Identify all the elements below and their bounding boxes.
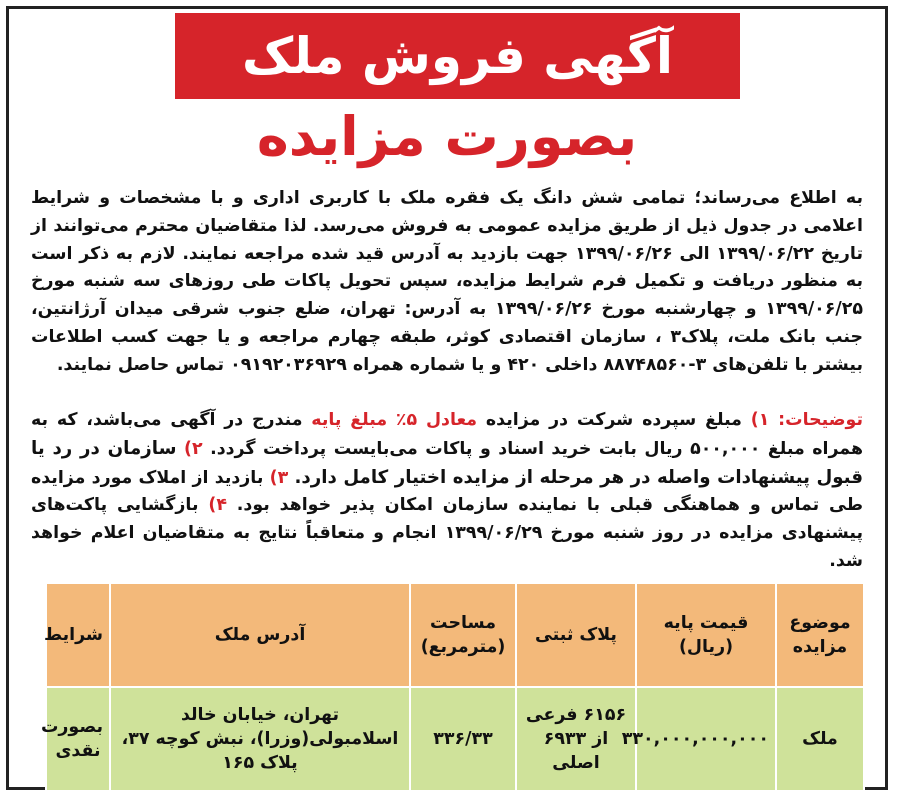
notes-paragraph [31,407,863,576]
cell-subject: ملک [776,687,864,791]
note-3-text: بازدید از املاک مورد مزایده طی تماس و هماهنگی قبلی با نماینده سازمان امکان پذیر خواهد بود. [31,467,864,516]
note-1-number: ۱) [750,410,770,430]
header-address: آدرس ملک [110,583,410,687]
note-1-text-a: مبلغ سپرده شرکت در مزایده [485,410,742,430]
note-4-text: بازگشایی پاکت‌های پیشنهادی مزایده در روز شنبه مورخ ۱۳۹۹/۰۶/۲۹ انجام و متعاقباً نتایج به متقاضیان اعلام خواهد شد. [31,495,863,571]
cell-address: تهران، خیابان خالد اسلامبولی(وزرا)، نبش کوچه ۳۷، پلاک ۱۶۵ [110,687,410,791]
title-banner [175,13,740,99]
table-header-row [46,583,864,687]
header-subject: موضوع مزایده [776,583,864,687]
cell-plate: ۶۱۵۶ فرعی از ۶۹۳۳ اصلی [516,687,636,791]
note-2-text: سازمان در رد یا قبول پیشنهادات واصله در هر مرحله از مزایده اختیار کامل دارد. [31,437,864,488]
cell-terms: بصورت نقدی [46,687,110,791]
notice-subtitle: بصورت مزایده [256,105,638,168]
intro-text-2: مراجعه و یا جهت کسب اطلاعات بیشتر با تلفن‌های ۳-۸۸۷۴۸۵۶۰ داخلی ۴۲۰ و یا شماره همراه ۰۹۱۹۲۰۳۶۹۲۹ تماس حاصل نمایند. [31,326,863,375]
property-table [40,582,865,792]
notice-title: آگهی فروش ملک [241,27,674,85]
cell-area: ۳۳۶/۳۳ [410,687,516,791]
note-2-number: ۲) [183,438,203,459]
table-row [46,687,864,791]
intro-paragraph [31,185,863,380]
note-1-highlight: معادل ۵٪ مبلغ پایه [311,410,478,430]
note-3-number: ۳) [269,467,289,488]
intro-address: تهران، ضلع جنوب شرقی میدان آرژانتین، جنب بانک ملت، پلاک۳ ، سازمان اقتصادی کوثر، طبقه چهارم [31,299,863,347]
header-area: مساحت (مترمربع) [410,583,516,687]
header-plate: پلاک ثبتی [516,583,636,687]
notice-frame [6,6,888,790]
note-4-number: ۴) [208,495,227,516]
header-terms: شرایط [46,583,110,687]
intro-text-1: به اطلاع می‌رساند؛ تمامی شش دانگ یک فقره ملک با کاربری اداری و با مشخصات و شرایط اعلامی در جدول ذیل از طریق مزایده عمومی به فروش می‌رسد. لذا متقاضیان محترم می‌توانند از تاریخ ۱۳۹۹/۰۶/۲۲ الی ۱۳۹۹/۰۶/۲۶ جهت بازدید به آدرس قید شده مراجعه نمایند. لازم به ذکر است به منظور دریافت و تکمیل فرم شرایط مزایده، سپس تحویل پاکات طی روزهای سه شنبه مورخ ۱۳۹۹/۰۶/۲۵ و چهارشنبه مورخ ۱۳۹۹/۰۶/۲۶ به آدرس: [31,188,863,320]
cell-price: ۳۳۰,۰۰۰,۰۰۰,۰۰۰ [636,687,776,791]
header-price: قیمت پایه (ریال) [636,583,776,687]
note-1-text-b: مندرج در آگهی می‌باشد، که به همراه مبلغ ۵۰۰,۰۰۰ ریال بابت خرید اسناد و پاکات می‌بایست پرداخت گردد. [31,410,864,459]
notes-label: توضیحات: [778,410,863,430]
